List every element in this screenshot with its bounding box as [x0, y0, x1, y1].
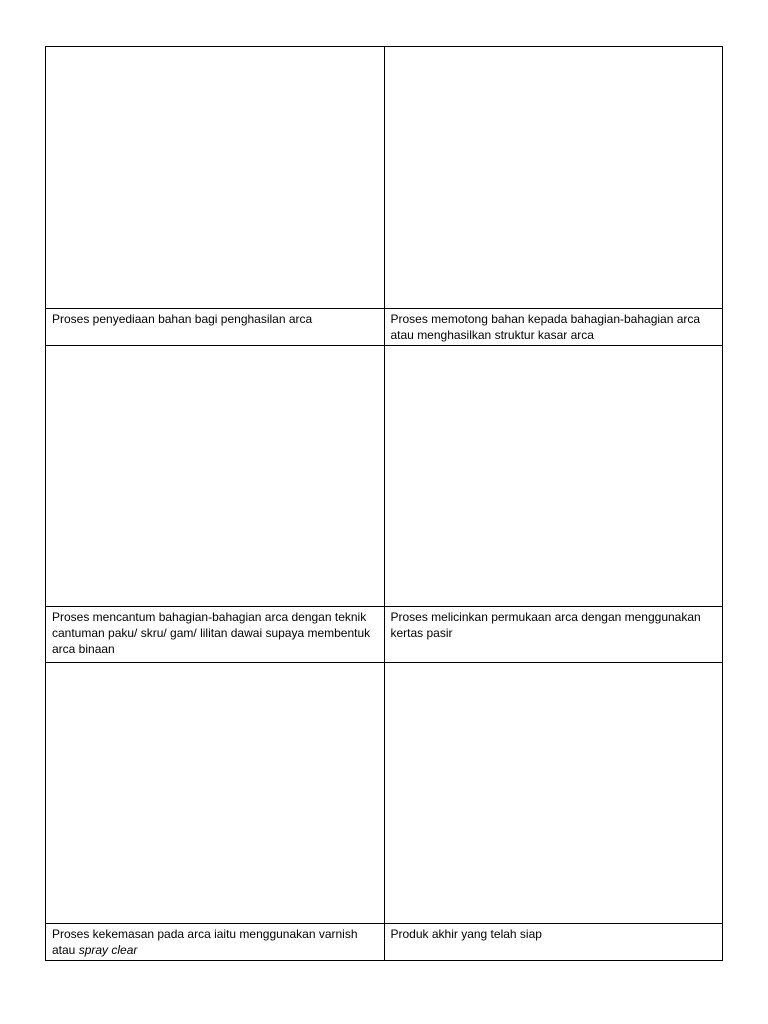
caption-row-1	[46, 309, 723, 346]
image-cell	[46, 663, 385, 924]
image-cell	[384, 346, 723, 607]
caption-text: Proses mencantum bahagian-bahagian arca dengan teknik cantuman paku/ skru/ gam/ lilitan dawai supaya membentuk arca binaan	[52, 610, 371, 656]
image-cell	[46, 47, 385, 309]
caption-text: Proses penyediaan bahan bagi penghasilan arca	[52, 312, 313, 326]
caption-cell	[384, 607, 723, 663]
image-cell	[384, 663, 723, 924]
caption-cell	[384, 924, 723, 961]
caption-row-3	[46, 924, 723, 961]
caption-cell	[46, 924, 385, 961]
caption-text: Proses memotong bahan kepada bahagian-bahagian arca atau menghasilkan struktur kasar arca	[390, 312, 701, 342]
caption-italic-text: spray clear	[78, 943, 138, 957]
caption-row-2	[46, 607, 723, 663]
caption-text: Proses kekemasan pada arca iaitu menggunakan varnish atau	[52, 927, 358, 957]
image-cell	[46, 346, 385, 607]
image-cell	[384, 47, 723, 309]
image-row-1	[46, 47, 723, 309]
image-row-2	[46, 346, 723, 607]
caption-cell	[46, 607, 385, 663]
caption-cell	[384, 309, 723, 346]
process-table	[45, 46, 723, 961]
caption-text: Proses melicinkan permukaan arca dengan menggunakan kertas pasir	[390, 610, 701, 640]
image-row-3	[46, 663, 723, 924]
caption-cell	[46, 309, 385, 346]
caption-text: Produk akhir yang telah siap	[390, 927, 542, 941]
